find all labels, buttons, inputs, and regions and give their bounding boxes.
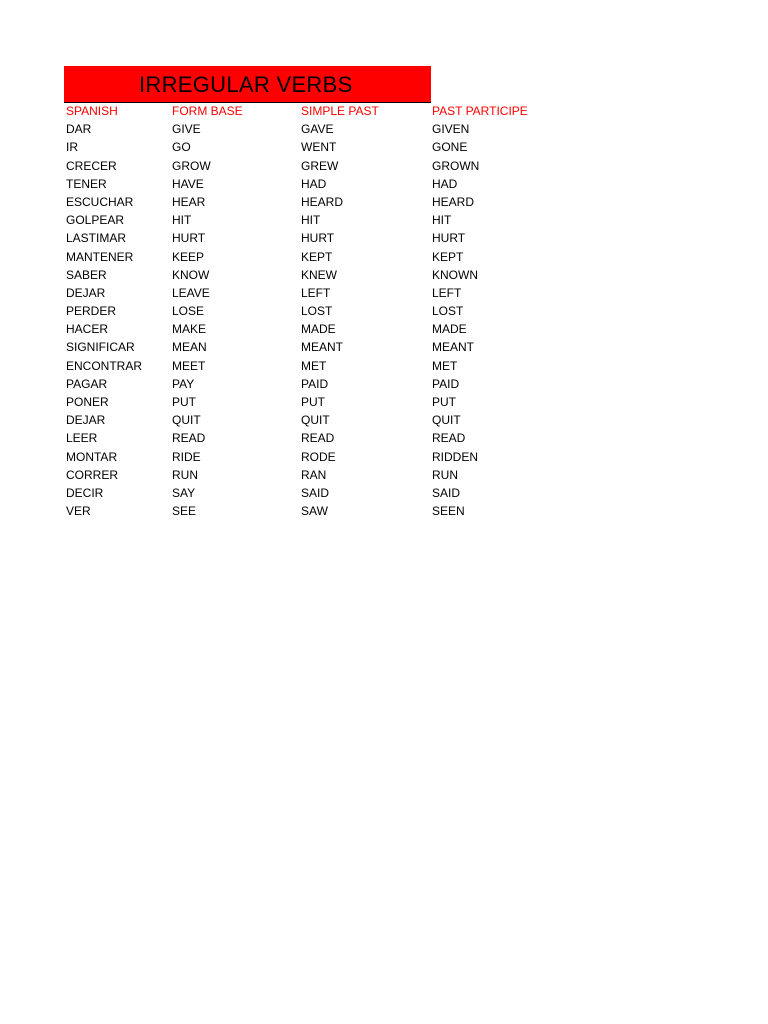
cell-spanish: PAGAR: [66, 376, 108, 391]
table-row: [66, 286, 586, 304]
cell-past-participe: MET: [432, 358, 458, 373]
cell-spanish: ENCONTRAR: [66, 358, 143, 373]
cell-form-base: SAY: [172, 485, 196, 500]
cell-form-base: RIDE: [172, 449, 201, 464]
cell-simple-past: HAD: [301, 176, 327, 191]
table-row: [66, 231, 586, 249]
table-row: [66, 140, 586, 158]
cell-past-participe: RIDDEN: [432, 449, 479, 464]
cell-simple-past: MADE: [301, 322, 336, 337]
cell-simple-past: MEANT: [301, 340, 343, 355]
cell-spanish: HACER: [66, 322, 109, 337]
cell-past-participe: GONE: [432, 140, 468, 155]
cell-form-base: MEAN: [172, 340, 207, 355]
table-row: [66, 213, 586, 231]
cell-spanish: CRECER: [66, 158, 117, 173]
cell-spanish: PERDER: [66, 304, 117, 319]
table-row: [66, 504, 586, 522]
cell-past-participe: MEANT: [432, 340, 474, 355]
cell-spanish: DAR: [66, 122, 92, 137]
cell-spanish: LASTIMAR: [66, 231, 127, 246]
cell-simple-past: LOST: [301, 304, 333, 319]
cell-past-participe: READ: [432, 431, 466, 446]
header-past-participe: PAST PARTICIPE: [432, 104, 528, 118]
table-row: [66, 177, 586, 195]
cell-past-participe: PUT: [432, 395, 456, 409]
cell-form-base: QUIT: [172, 413, 201, 428]
cell-form-base: GIVE: [172, 122, 201, 137]
cell-simple-past: KEPT: [301, 249, 333, 264]
cell-past-participe: GROWN: [432, 158, 480, 173]
cell-spanish: VER: [66, 504, 91, 519]
cell-past-participe: HURT: [432, 231, 466, 246]
table-body: [66, 122, 586, 522]
cell-simple-past: HURT: [301, 231, 335, 246]
header-spanish: SPANISH: [66, 104, 118, 118]
cell-form-base: MEET: [172, 358, 206, 373]
cell-form-base: LEAVE: [172, 285, 210, 300]
cell-past-participe: HIT: [432, 213, 452, 228]
cell-simple-past: LEFT: [301, 285, 331, 300]
cell-form-base: GO: [172, 140, 191, 155]
cell-spanish: LEER: [66, 431, 98, 446]
cell-spanish: MANTENER: [66, 249, 134, 264]
cell-form-base: PAY: [172, 376, 195, 391]
cell-form-base: PUT: [172, 395, 196, 409]
cell-simple-past: MET: [301, 358, 327, 373]
cell-spanish: ESCUCHAR: [66, 194, 134, 209]
cell-past-participe: SEEN: [432, 504, 465, 519]
table-row: [66, 468, 586, 486]
table-row: [66, 431, 586, 449]
table-row: [66, 250, 586, 268]
cell-spanish: SIGNIFICAR: [66, 340, 135, 355]
cell-form-base: READ: [172, 431, 206, 446]
table-row: [66, 395, 586, 413]
cell-form-base: LOSE: [172, 304, 205, 319]
cell-form-base: MAKE: [172, 322, 207, 337]
cell-form-base: RUN: [172, 467, 198, 482]
cell-simple-past: RODE: [301, 449, 336, 464]
cell-simple-past: PAID: [301, 376, 329, 391]
cell-spanish: IR: [66, 140, 78, 155]
table-row: [66, 159, 586, 177]
header-simple-past: SIMPLE PAST: [301, 104, 379, 118]
page-title: IRREGULAR VERBS: [139, 72, 353, 97]
cell-simple-past: HEARD: [301, 194, 344, 209]
cell-form-base: KNOW: [172, 267, 210, 282]
cell-spanish: DEJAR: [66, 413, 106, 428]
cell-simple-past: QUIT: [301, 413, 330, 428]
cell-form-base: GROW: [172, 158, 211, 173]
table-header-row: [66, 104, 586, 122]
cell-form-base: KEEP: [172, 249, 205, 264]
cell-spanish: MONTAR: [66, 449, 118, 464]
cell-past-participe: KEPT: [432, 249, 464, 264]
table-row: [66, 304, 586, 322]
table-row: [66, 486, 586, 504]
cell-simple-past: READ: [301, 431, 335, 446]
cell-spanish: DEJAR: [66, 285, 106, 300]
cell-past-participe: SAID: [432, 485, 461, 500]
cell-past-participe: KNOWN: [432, 267, 478, 282]
cell-simple-past: GREW: [301, 158, 339, 173]
table-row: [66, 450, 586, 468]
table-row: [66, 340, 586, 358]
cell-past-participe: MADE: [432, 322, 467, 337]
cell-past-participe: LEFT: [432, 285, 462, 300]
cell-past-participe: HEARD: [432, 194, 475, 209]
cell-simple-past: HIT: [301, 213, 321, 228]
cell-spanish: TENER: [66, 176, 107, 191]
cell-spanish: CORRER: [66, 467, 119, 482]
cell-simple-past: SAID: [301, 485, 330, 500]
cell-spanish: DECIR: [66, 485, 104, 500]
cell-form-base: SEE: [172, 504, 197, 519]
cell-form-base: HAVE: [172, 176, 204, 191]
cell-past-participe: HAD: [432, 176, 458, 191]
cell-simple-past: RAN: [301, 467, 327, 482]
table-row: [66, 413, 586, 431]
cell-form-base: HEAR: [172, 194, 206, 209]
table-row: [66, 377, 586, 395]
table-row: [66, 122, 586, 140]
verbs-table: [66, 104, 586, 522]
cell-past-participe: RUN: [432, 467, 458, 482]
table-row: [66, 322, 586, 340]
cell-simple-past: KNEW: [301, 267, 337, 282]
table-row: [66, 268, 586, 286]
cell-past-participe: QUIT: [432, 413, 461, 428]
cell-simple-past: WENT: [301, 140, 337, 155]
cell-simple-past: GAVE: [301, 122, 334, 137]
cell-spanish: SABER: [66, 267, 107, 282]
cell-spanish: PONER: [66, 395, 109, 409]
cell-spanish: GOLPEAR: [66, 213, 125, 228]
cell-simple-past: PUT: [301, 395, 325, 409]
cell-simple-past: SAW: [301, 504, 328, 519]
cell-past-participe: PAID: [432, 376, 460, 391]
table-row: [66, 359, 586, 377]
cell-past-participe: LOST: [432, 304, 464, 319]
cell-form-base: HURT: [172, 231, 206, 246]
title-banner: [64, 66, 431, 103]
cell-form-base: HIT: [172, 213, 192, 228]
table-row: [66, 195, 586, 213]
cell-past-participe: GIVEN: [432, 122, 470, 137]
header-form-base: FORM BASE: [172, 104, 243, 118]
